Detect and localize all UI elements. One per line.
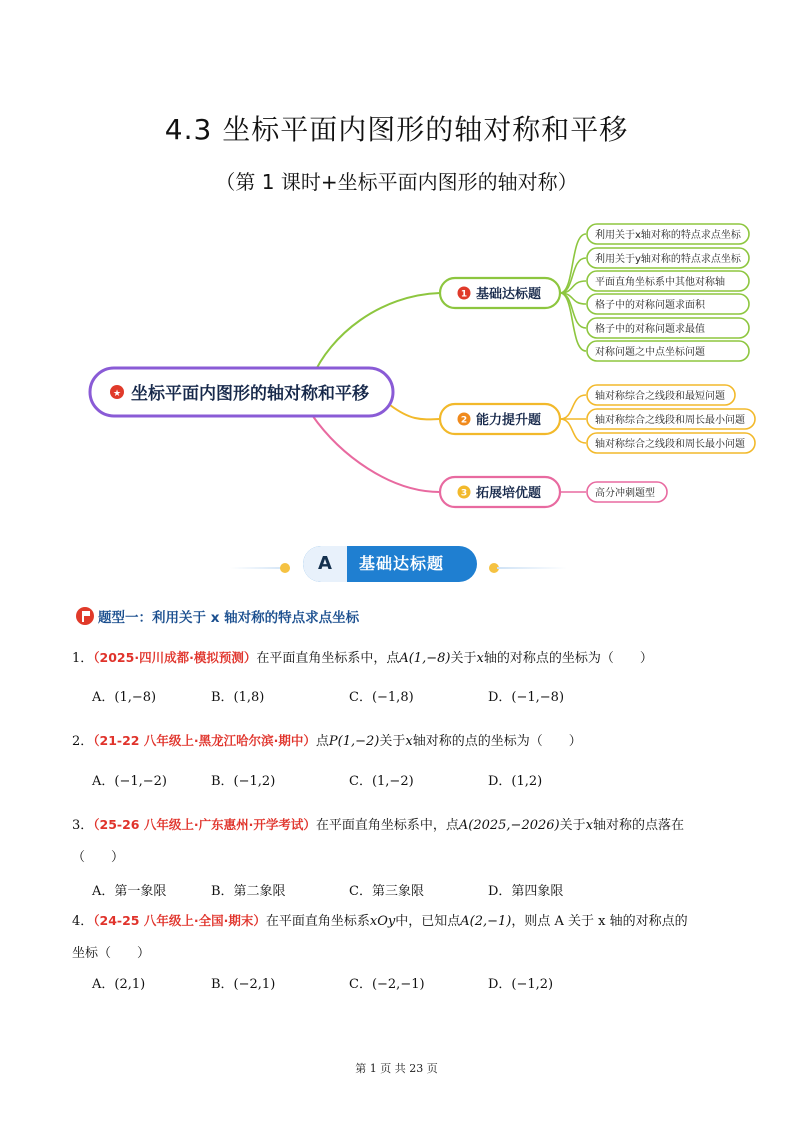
leaf-label-1-1: 利用关于x轴对称的特点求点坐标 <box>595 230 741 241</box>
connector-branch-2 <box>390 405 440 419</box>
question-number: 3． <box>72 818 94 833</box>
leaf-label-2-3: 轴对称综合之线段和周长最小问题 <box>595 439 745 450</box>
leaf-label-1-5: 格子中的对称问题求最值 <box>595 324 705 335</box>
root-label: 坐标平面内图形的轴对称和平移 <box>131 384 369 404</box>
leaf-connector-1-1 <box>560 234 586 293</box>
question-source: （25-26 八年级上·广东惠州·开学考试） <box>93 817 316 832</box>
leaf-label-2-2: 轴对称综合之线段和周长最小问题 <box>595 415 745 426</box>
leaf-label-1-2: 利用关于y轴对称的特点求点坐标 <box>595 254 741 265</box>
answer-option[interactable]: A．(1,−8) <box>92 690 157 705</box>
question-text: 中，已知点 <box>395 914 461 929</box>
question-text: 在平面直角坐标系中，点 <box>315 818 459 833</box>
leaf-connector-2-3 <box>560 419 586 443</box>
answer-option[interactable]: C．(1,−2) <box>349 774 414 789</box>
answer-option[interactable]: B．(−1,2) <box>211 774 276 789</box>
question-source: （2025·四川成都·模拟预测） <box>93 650 257 665</box>
answer-option[interactable]: D．(1,2) <box>488 774 543 789</box>
section-banner <box>303 546 477 582</box>
answer-option[interactable]: A．(2,1) <box>92 977 146 992</box>
leaf-connector-1-6 <box>560 293 586 351</box>
answer-option[interactable]: B．(−2,1) <box>211 977 276 992</box>
question-text: 轴的对称点的坐标为（ ） <box>483 651 653 666</box>
question-math: P(1,−2) <box>328 734 380 749</box>
question-stem-continued: 坐标（ ） <box>72 946 151 961</box>
leaf-label-1-4: 格子中的对称问题求面积 <box>595 300 705 311</box>
branch-label-3: 拓展培优题 <box>476 486 542 501</box>
answer-option[interactable]: D．第四象限 <box>488 884 564 899</box>
question-text: ，则点 A 关于 x 轴的对称点的 <box>511 914 688 929</box>
connector-branch-3 <box>312 415 440 492</box>
question-stem <box>72 731 582 752</box>
page-footer: 第 1 页 共 23 页 <box>355 1062 438 1075</box>
branch-number-1: 1 <box>460 289 468 300</box>
question-math: A(2025,−2026) <box>458 818 560 833</box>
answer-option[interactable]: A．(−1,−2) <box>92 774 167 789</box>
flag-icon <box>76 607 94 625</box>
banner-dot-left <box>280 563 290 573</box>
question-text: 在平面直角坐标系 <box>265 914 370 929</box>
leaf-label-3-1: 高分冲刺题型 <box>595 488 655 499</box>
answer-option[interactable]: A．第一象限 <box>92 884 167 899</box>
mind-map <box>0 215 793 515</box>
page-subtitle: （第 1 课时+坐标平面内图形的轴对称） <box>215 170 578 194</box>
answer-option[interactable]: C．(−1,8) <box>349 690 414 705</box>
question-text: 关于 <box>450 651 477 666</box>
question-type-text: 题型一：利用关于 x 轴对称的特点求点坐标 <box>98 610 360 626</box>
question-stem <box>72 815 684 836</box>
answer-option[interactable]: D．(−1,−8) <box>488 690 565 705</box>
question-math: x <box>476 651 484 666</box>
answer-option[interactable]: B．第二象限 <box>211 884 286 899</box>
question-number: 2． <box>72 734 94 749</box>
page-title: 4.3 坐标平面内图形的轴对称和平移 <box>164 113 629 146</box>
banner-line-right <box>497 567 567 569</box>
question-stem-continued: （ ） <box>72 850 125 865</box>
leaf-label-2-1: 轴对称综合之线段和最短问题 <box>595 391 725 402</box>
question-text: 关于 <box>559 818 586 833</box>
answer-option[interactable]: C．第三象限 <box>349 884 424 899</box>
banner-text: 基础达标题 <box>359 554 445 573</box>
question-type-heading <box>76 605 359 627</box>
question-math: x <box>585 818 593 833</box>
branch-number-2: 2 <box>460 415 468 426</box>
question-number: 4． <box>72 914 94 929</box>
leaf-connector-2-1 <box>560 395 586 419</box>
question-math: A(1,−8) <box>399 651 451 666</box>
svg-text:★: ★ <box>112 389 122 399</box>
question-stem <box>72 648 653 669</box>
connector-branch-1 <box>312 293 440 378</box>
question-stem <box>72 911 688 932</box>
question-math: xOy <box>369 914 396 929</box>
leaf-label-1-3: 平面直角坐标系中其他对称轴 <box>595 277 725 288</box>
question-number: 1． <box>72 651 94 666</box>
leaf-label-1-6: 对称问题之中点坐标问题 <box>595 347 705 358</box>
branch-label-2: 能力提升题 <box>476 413 542 428</box>
answer-option[interactable]: C．(−2,−1) <box>349 977 425 992</box>
question-text: 轴对称的点落在 <box>592 818 684 833</box>
question-source: （21-22 八年级上·黑龙江哈尔滨·期中） <box>93 733 316 748</box>
branch-label-1: 基础达标题 <box>476 287 542 302</box>
question-math: A(2,−1) <box>460 914 512 929</box>
answer-option[interactable]: B．(1,8) <box>211 690 265 705</box>
question-text: 关于 <box>379 734 406 749</box>
question-text: 点 <box>315 734 329 749</box>
question-text: 在平面直角坐标系中，点 <box>256 651 400 666</box>
question-source: （24-25 八年级上·全国·期末） <box>93 913 266 928</box>
branch-number-3: 3 <box>460 488 468 499</box>
question-math: x <box>405 734 413 749</box>
question-text: 轴对称的点的坐标为（ ） <box>412 734 582 749</box>
banner-letter: A <box>303 546 347 582</box>
answer-option[interactable]: D．(−1,2) <box>488 977 554 992</box>
